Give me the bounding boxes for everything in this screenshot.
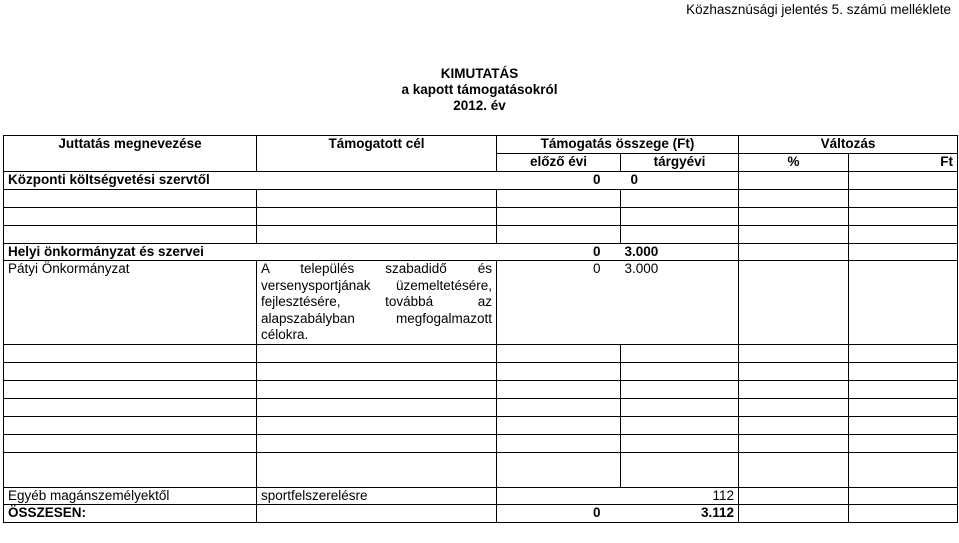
private-purpose: sportfelszerelésre [257, 487, 497, 505]
local-section-label: Helyi önkormányzat és szervei [4, 243, 497, 261]
local-item-row [4, 261, 958, 345]
header-ft: Ft [849, 153, 958, 171]
private-name: Egyéb magánszemélyektől [4, 487, 257, 505]
table-row [4, 380, 958, 398]
table-row [4, 434, 958, 452]
title-line-2: a kapott támogatásokról [401, 82, 558, 97]
annex-label: Közhasznúsági jelentés 5. számú melléklete [686, 2, 951, 17]
header-percent: % [739, 153, 849, 171]
table-row [4, 452, 958, 487]
central-section-label: Központi költségvetési szervtől [4, 171, 497, 189]
header-purpose: Támogatott cél [257, 136, 497, 154]
support-table [3, 135, 958, 523]
header-row-2 [4, 153, 958, 171]
header-row-1 [4, 136, 958, 154]
local-item-purpose: A település szabadidő és versenysportjának üzemeltetésére, fejlesztésére, továbbá az alapszabályban megfogalmazott célokra. [257, 261, 497, 345]
table-row [4, 362, 958, 380]
title-line-1: KIMUTATÁS [440, 66, 519, 81]
total-current-amount: 3.112 [621, 505, 739, 523]
private-row [4, 487, 958, 505]
header-change: Változás [739, 136, 958, 154]
central-prev-amount: 0 [497, 171, 621, 189]
local-current-amount: 3.000 [621, 243, 739, 261]
private-current-amount: 112 [621, 487, 739, 505]
header-prev-year: előző évi [497, 153, 621, 171]
table-row [4, 207, 958, 225]
table-row [4, 189, 958, 207]
local-item-prev-amount: 0 [497, 261, 621, 345]
table-row [4, 225, 958, 243]
table-row [4, 416, 958, 434]
local-item-current-amount: 3.000 [621, 261, 739, 345]
local-section-row [4, 243, 958, 261]
header-amount: Támogatás összege (Ft) [497, 136, 739, 154]
table-row [4, 398, 958, 416]
header-name: Juttatás megnevezése [4, 136, 257, 154]
total-label: ÖSSZESEN: [4, 505, 257, 523]
document-title [0, 66, 959, 114]
local-prev-amount: 0 [497, 243, 621, 261]
total-prev-amount: 0 [497, 505, 621, 523]
title-line-3: 2012. év [453, 98, 506, 113]
table-row [4, 344, 958, 362]
central-current-amount: 0 [621, 171, 739, 189]
header-current-year: tárgyévi [621, 153, 739, 171]
local-item-name: Pátyi Önkormányzat [4, 261, 257, 345]
total-row [4, 505, 958, 523]
central-section-row [4, 171, 958, 189]
